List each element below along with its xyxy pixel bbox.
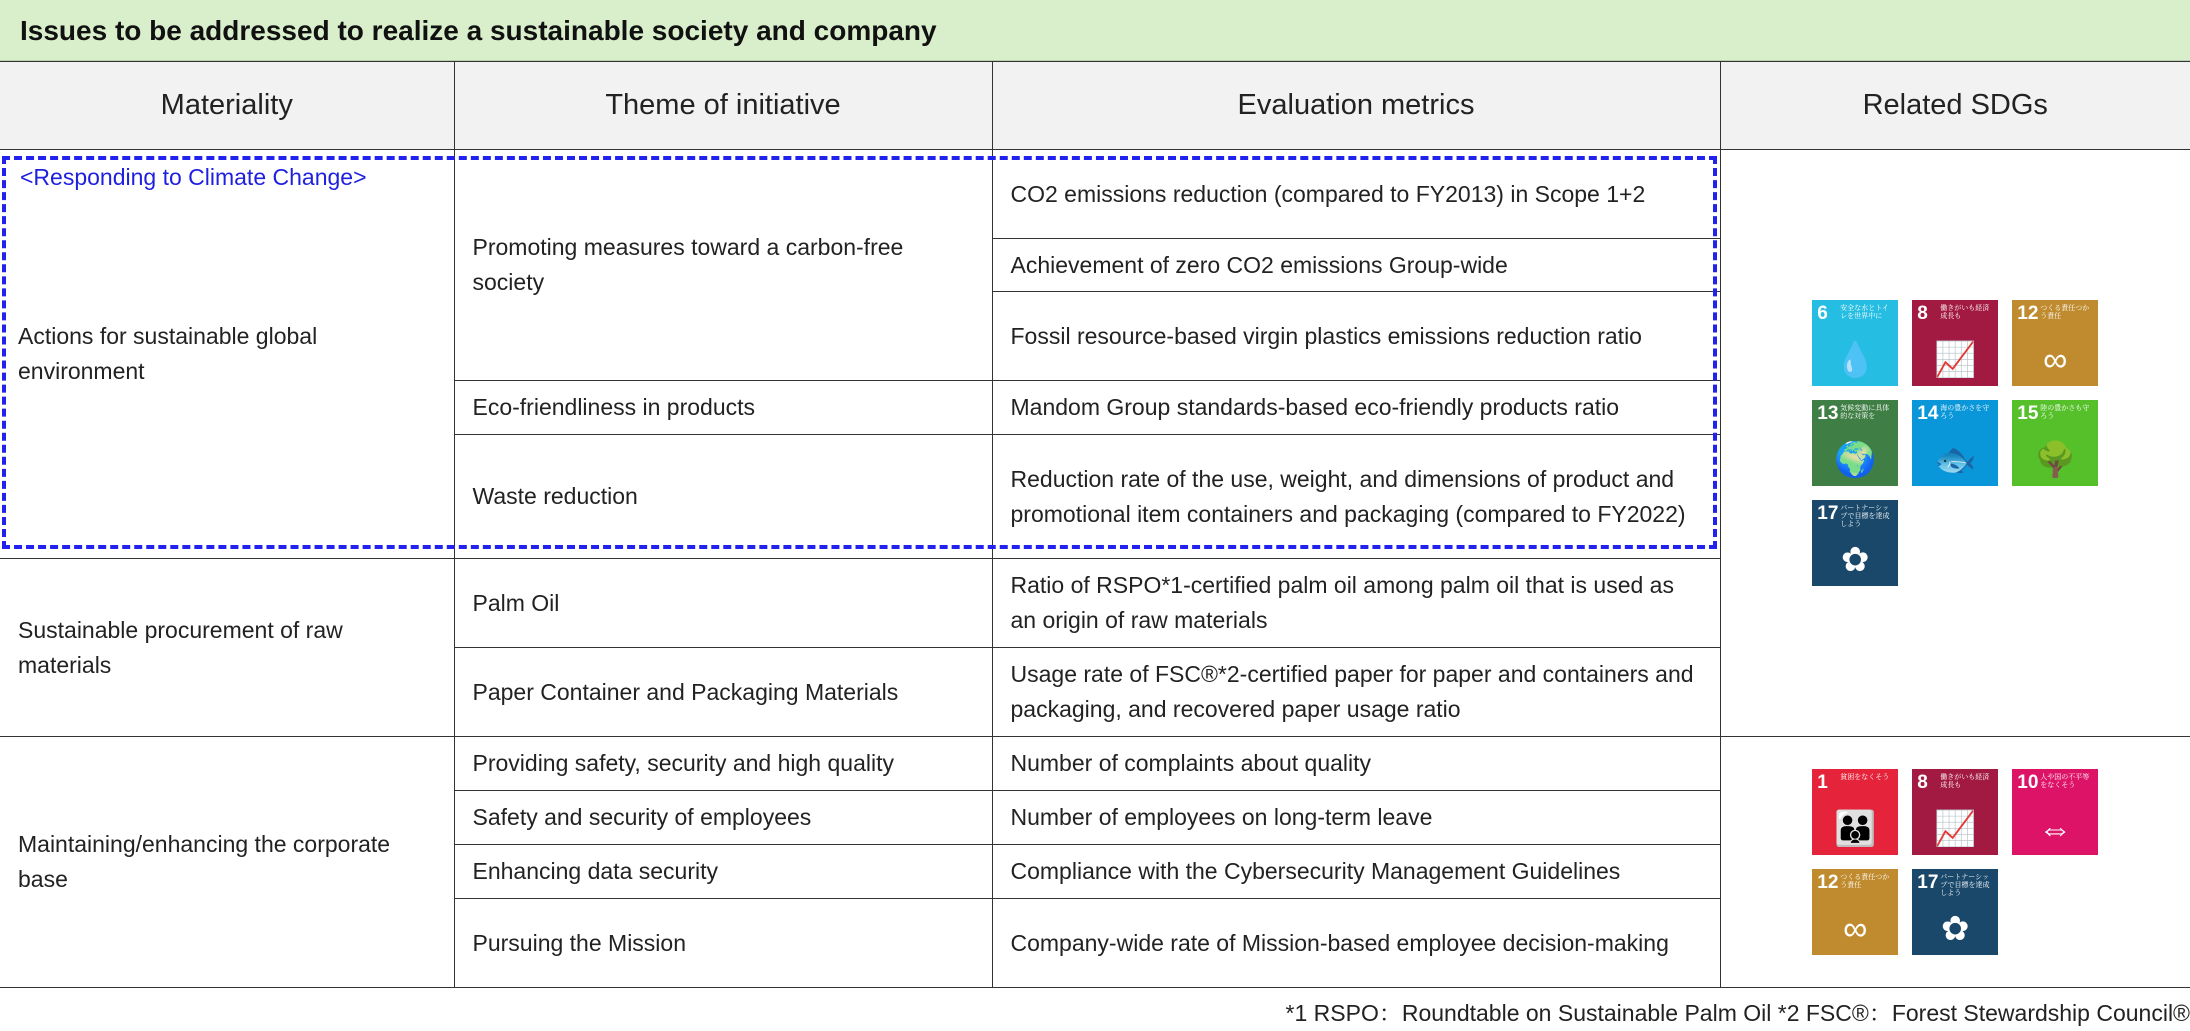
header-metrics: Evaluation metrics [992,62,1720,150]
table-row [0,737,2190,791]
metric-co2: CO2 emissions reduction (compared to FY2013) in Scope 1+2 [992,150,1720,239]
table-row [0,150,2190,239]
theme-palm: Palm Oil [454,559,992,648]
theme-mission: Pursuing the Mission [454,899,992,988]
sdg-icon-grid [1739,769,2173,955]
sdg-number: 12 [2017,303,2039,324]
materiality-procurement: Sustainable procurement of raw materials [0,559,454,737]
sdg-cell-1 [1720,150,2190,737]
metric-palm: Ratio of RSPO*1-certified palm oil among palm oil that is used as an origin of raw materials [992,559,1720,648]
sdg-pictogram-icon: 👪 [1834,810,1877,848]
theme-paper: Paper Container and Packaging Materials [454,648,992,737]
banner-title: Issues to be addressed to realize a sustainable society and company [0,0,2190,61]
sdg-caption: 人や国の不平等をなくそう [2040,774,2090,789]
sdg-caption: 海の豊かさを守ろう [1940,405,1990,420]
sdg-number: 8 [1917,303,1928,324]
metric-eco: Mandom Group standards-based eco-friendly products ratio [992,381,1720,435]
sdg-icon-grid [1739,300,2173,586]
sdg-number: 6 [1817,303,1828,324]
header-row [0,62,2190,150]
sdg-pictogram-icon: ∞ [2043,341,2068,379]
sdg-14-icon [1912,400,1998,486]
sdg-caption: パートナーシップで目標を達成しよう [1840,505,1890,528]
header-sdgs: Related SDGs [1720,62,2190,150]
sdg-caption: つくる責任つかう責任 [1840,874,1890,889]
sdg-caption: 気候変動に具体的な対策を [1840,405,1890,420]
sdg-pictogram-icon: 📈 [1934,810,1977,848]
sdg-caption: 働きがいも経済成長も [1940,774,1990,789]
header-materiality: Materiality [0,62,454,150]
sdg-caption: つくる責任つかう責任 [2040,305,2090,320]
climate-subheading: <Responding to Climate Change> [20,164,367,190]
sdg-pictogram-icon: 🌍 [1834,441,1877,479]
sdg-pictogram-icon: 🌳 [2034,441,2077,479]
materiality-environment [0,150,454,559]
sdg-pictogram-icon: ✿ [1941,910,1970,948]
header-theme: Theme of initiative [454,62,992,150]
materiality-table [0,61,2190,988]
sdg-caption: パートナーシップで目標を達成しよう [1940,874,1990,897]
sdg-number: 10 [2017,772,2039,793]
materiality-corporate: Maintaining/enhancing the corporate base [0,737,454,988]
metric-paper: Usage rate of FSC®*2-certified paper for paper and containers and packaging, and recovered paper usage ratio [992,648,1720,737]
sdg-caption: 安全な水とトイレを世界中に [1840,305,1889,320]
sdg-pictogram-icon: ∞ [1843,910,1868,948]
sdg-pictogram-icon: 🐟 [1934,441,1977,479]
sdg-6-icon [1812,300,1898,386]
sdg-1-icon [1812,769,1898,855]
sdg-pictogram-icon: ✿ [1841,541,1870,579]
sdg-number: 1 [1817,772,1828,793]
sdg-13-icon [1812,400,1898,486]
sdg-number: 17 [1917,872,1939,893]
materiality-label: Actions for sustainable global environment [18,323,318,384]
sdg-17-icon [1812,500,1898,586]
sdg-number: 13 [1817,403,1839,424]
theme-employees: Safety and security of employees [454,791,992,845]
metric-waste: Reduction rate of the use, weight, and dimensions of product and promotional item containers and packaging (compared to FY2022) [992,435,1720,559]
sdg-15-icon [2012,400,2098,486]
sdg-caption: 働きがいも経済成長も [1940,305,1990,320]
sdg-pictogram-icon: ⇔ [2038,810,2073,848]
sdg-8-icon [1912,300,1998,386]
sdg-8-icon [1912,769,1998,855]
theme-eco: Eco-friendliness in products [454,381,992,435]
theme-quality: Providing safety, security and high quality [454,737,992,791]
sdg-pictogram-icon: 📈 [1934,341,1977,379]
sdg-17-icon [1912,869,1998,955]
metric-data: Compliance with the Cybersecurity Management Guidelines [992,845,1720,899]
sdg-12-icon [2012,300,2098,386]
theme-waste: Waste reduction [454,435,992,559]
metric-mission: Company-wide rate of Mission-based employee decision-making [992,899,1720,988]
metric-employees: Number of employees on long-term leave [992,791,1720,845]
theme-carbon: Promoting measures toward a carbon-free society [454,150,992,381]
sdg-number: 12 [1817,872,1839,893]
sdg-pictogram-icon: 💧 [1834,341,1877,379]
sdg-number: 14 [1917,403,1939,424]
sdg-cell-2 [1720,737,2190,988]
metric-plastics: Fossil resource-based virgin plastics emissions reduction ratio [992,292,1720,381]
sdg-number: 15 [2017,403,2039,424]
theme-data: Enhancing data security [454,845,992,899]
footnote: *1 RSPO：Roundtable on Sustainable Palm Oil *2 FSC®：Forest Stewardship Council® [1285,1000,2190,1026]
sdg-number: 17 [1817,503,1839,524]
sdg-number: 8 [1917,772,1928,793]
sdg-caption: 貧困をなくそう [1840,774,1890,781]
metric-quality: Number of complaints about quality [992,737,1720,791]
metric-zero: Achievement of zero CO2 emissions Group-wide [992,239,1720,292]
sdg-10-icon [2012,769,2098,855]
sdg-caption: 陸の豊かさも守ろう [2040,405,2090,420]
sdg-12-icon [1812,869,1898,955]
